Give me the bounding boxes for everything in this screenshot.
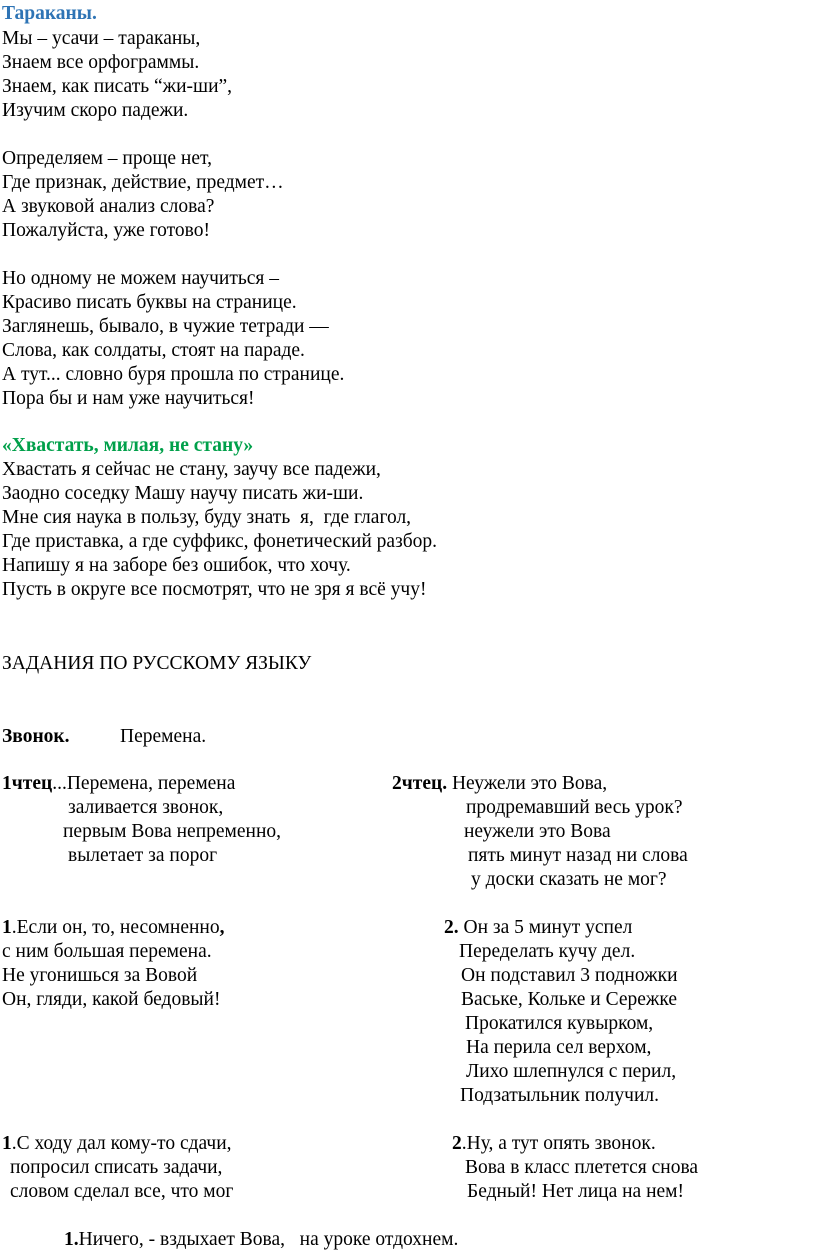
block3-left-line: попросил списать задачи, (10, 1157, 223, 1178)
block1-right-line: у доски сказать не мог? (471, 869, 667, 890)
block2-right-line: На перила сел верхом, (466, 1037, 652, 1058)
verse-text: Он за 5 минут успел (458, 917, 633, 938)
block2-left-line: с ним большая перемена. (2, 941, 212, 962)
block1-right-first (392, 772, 607, 796)
block3-left-first (2, 1132, 232, 1156)
block1-left-line: первым Вова непременно, (63, 821, 282, 842)
verse-text: .С ходу дал кому-то сдачи, (11, 1133, 232, 1154)
block1-left-line: вылетает за порог (68, 845, 218, 866)
verse-text: Неужели это Вова, (447, 773, 608, 794)
block1-left-line: заливается звонок, (68, 797, 224, 818)
poem1-line: Знаем все орфограммы. (2, 52, 200, 73)
poem1-line: Но одному не можем научиться – (2, 268, 280, 289)
block2-right-line: Переделать кучу дел. (459, 941, 636, 962)
final-line (64, 1228, 458, 1252)
poem1-line: Где признак, действие, предмет… (2, 172, 284, 193)
verse-number: 1 (2, 1133, 12, 1154)
block2-left-line: Он, гляди, какой бедовый! (2, 989, 221, 1010)
poem1-line: Изучим скоро падежи. (2, 100, 189, 121)
verse-number: 2 (452, 1133, 462, 1154)
block3-right-line: Вова в класс плетется снова (465, 1157, 699, 1178)
block2-right-line: Лихо шлепнулся с перил, (466, 1061, 677, 1082)
block1-right-line: продремавший весь урок? (466, 797, 683, 818)
verse-number: 1 (2, 917, 12, 938)
poem2-line: Заодно соседку Машу научу писать жи-ши. (2, 483, 364, 504)
verse-number: 2. (444, 917, 459, 938)
block2-right-line: Он подставил 3 подножки (461, 965, 678, 986)
reader-label: 1чтец (2, 773, 53, 794)
poem2-line: Пусть в округе все посмотрят, что не зря я всё учу! (2, 579, 427, 600)
poem1-line: А тут... словно буря прошла по странице. (2, 364, 345, 385)
block1-left-first (2, 772, 235, 796)
block1-right-line: неужели это Вова (464, 821, 611, 842)
poem2-line: Где приставка, а где суффикс, фонетический разбор. (2, 531, 438, 552)
block2-right-line: Ваське, Кольке и Сережке (461, 989, 678, 1010)
verse-text: ...Перемена, перемена (52, 773, 236, 794)
poem1-line: Знаем, как писать “жи-ши”, (2, 76, 233, 97)
block2-right-line: Подзатыльник получил. (460, 1085, 660, 1106)
poem2-title: «Хвастать, милая, не стану» (2, 435, 254, 456)
poem1-line: Заглянешь, бывало, в чужие тетради — (2, 316, 329, 337)
verse-text: Ничего, - вздыхает Вова, на уроке отдохнем. (78, 1229, 459, 1250)
block3-right-line: Бедный! Нет лица на нем! (467, 1181, 685, 1202)
verse-comma: , (219, 917, 225, 938)
verse-text: .Ну, а тут опять звонок. (461, 1133, 656, 1154)
section-heading: ЗАДАНИЯ ПО РУССКОМУ ЯЗЫКУ (2, 653, 312, 674)
poem1-line: А звуковой анализ слова? (2, 196, 215, 217)
poem1-line: Пожалуйста, уже готово! (2, 220, 210, 241)
scene-title-bold: Звонок. (2, 726, 70, 747)
poem1-line: Слова, как солдаты, стоят на параде. (2, 340, 305, 361)
block2-right-line: Прокатился кувырком, (465, 1013, 654, 1034)
block3-left-line: словом сделал все, что мог (10, 1181, 234, 1202)
block1-right-line: пять минут назад ни слова (468, 845, 688, 866)
poem1-line: Определяем – проще нет, (2, 148, 212, 169)
block2-left-line: Не угонишься за Вовой (2, 965, 198, 986)
block2-right-first (444, 916, 632, 940)
scene-title (2, 725, 70, 749)
block3-right-first (452, 1132, 656, 1156)
scene-subtitle: Перемена. (120, 726, 207, 747)
reader-label: 2чтец. (392, 773, 448, 794)
poem2-line: Напишу я на заборе без ошибок, что хочу. (2, 555, 351, 576)
verse-text: .Если он, то, несомненно (11, 917, 220, 938)
poem1-title: Тараканы. (2, 3, 97, 24)
block2-left-first (2, 916, 224, 940)
poem2-line: Мне сия наука в пользу, буду знать я, где глагол, (2, 507, 412, 528)
poem1-line: Мы – усачи – тараканы, (2, 28, 201, 49)
poem2-line: Хвастать я сейчас не стану, заучу все падежи, (2, 459, 381, 480)
poem1-line: Пора бы и нам уже научиться! (2, 388, 255, 409)
poem1-line: Красиво писать буквы на странице. (2, 292, 297, 313)
verse-number: 1. (64, 1229, 79, 1250)
